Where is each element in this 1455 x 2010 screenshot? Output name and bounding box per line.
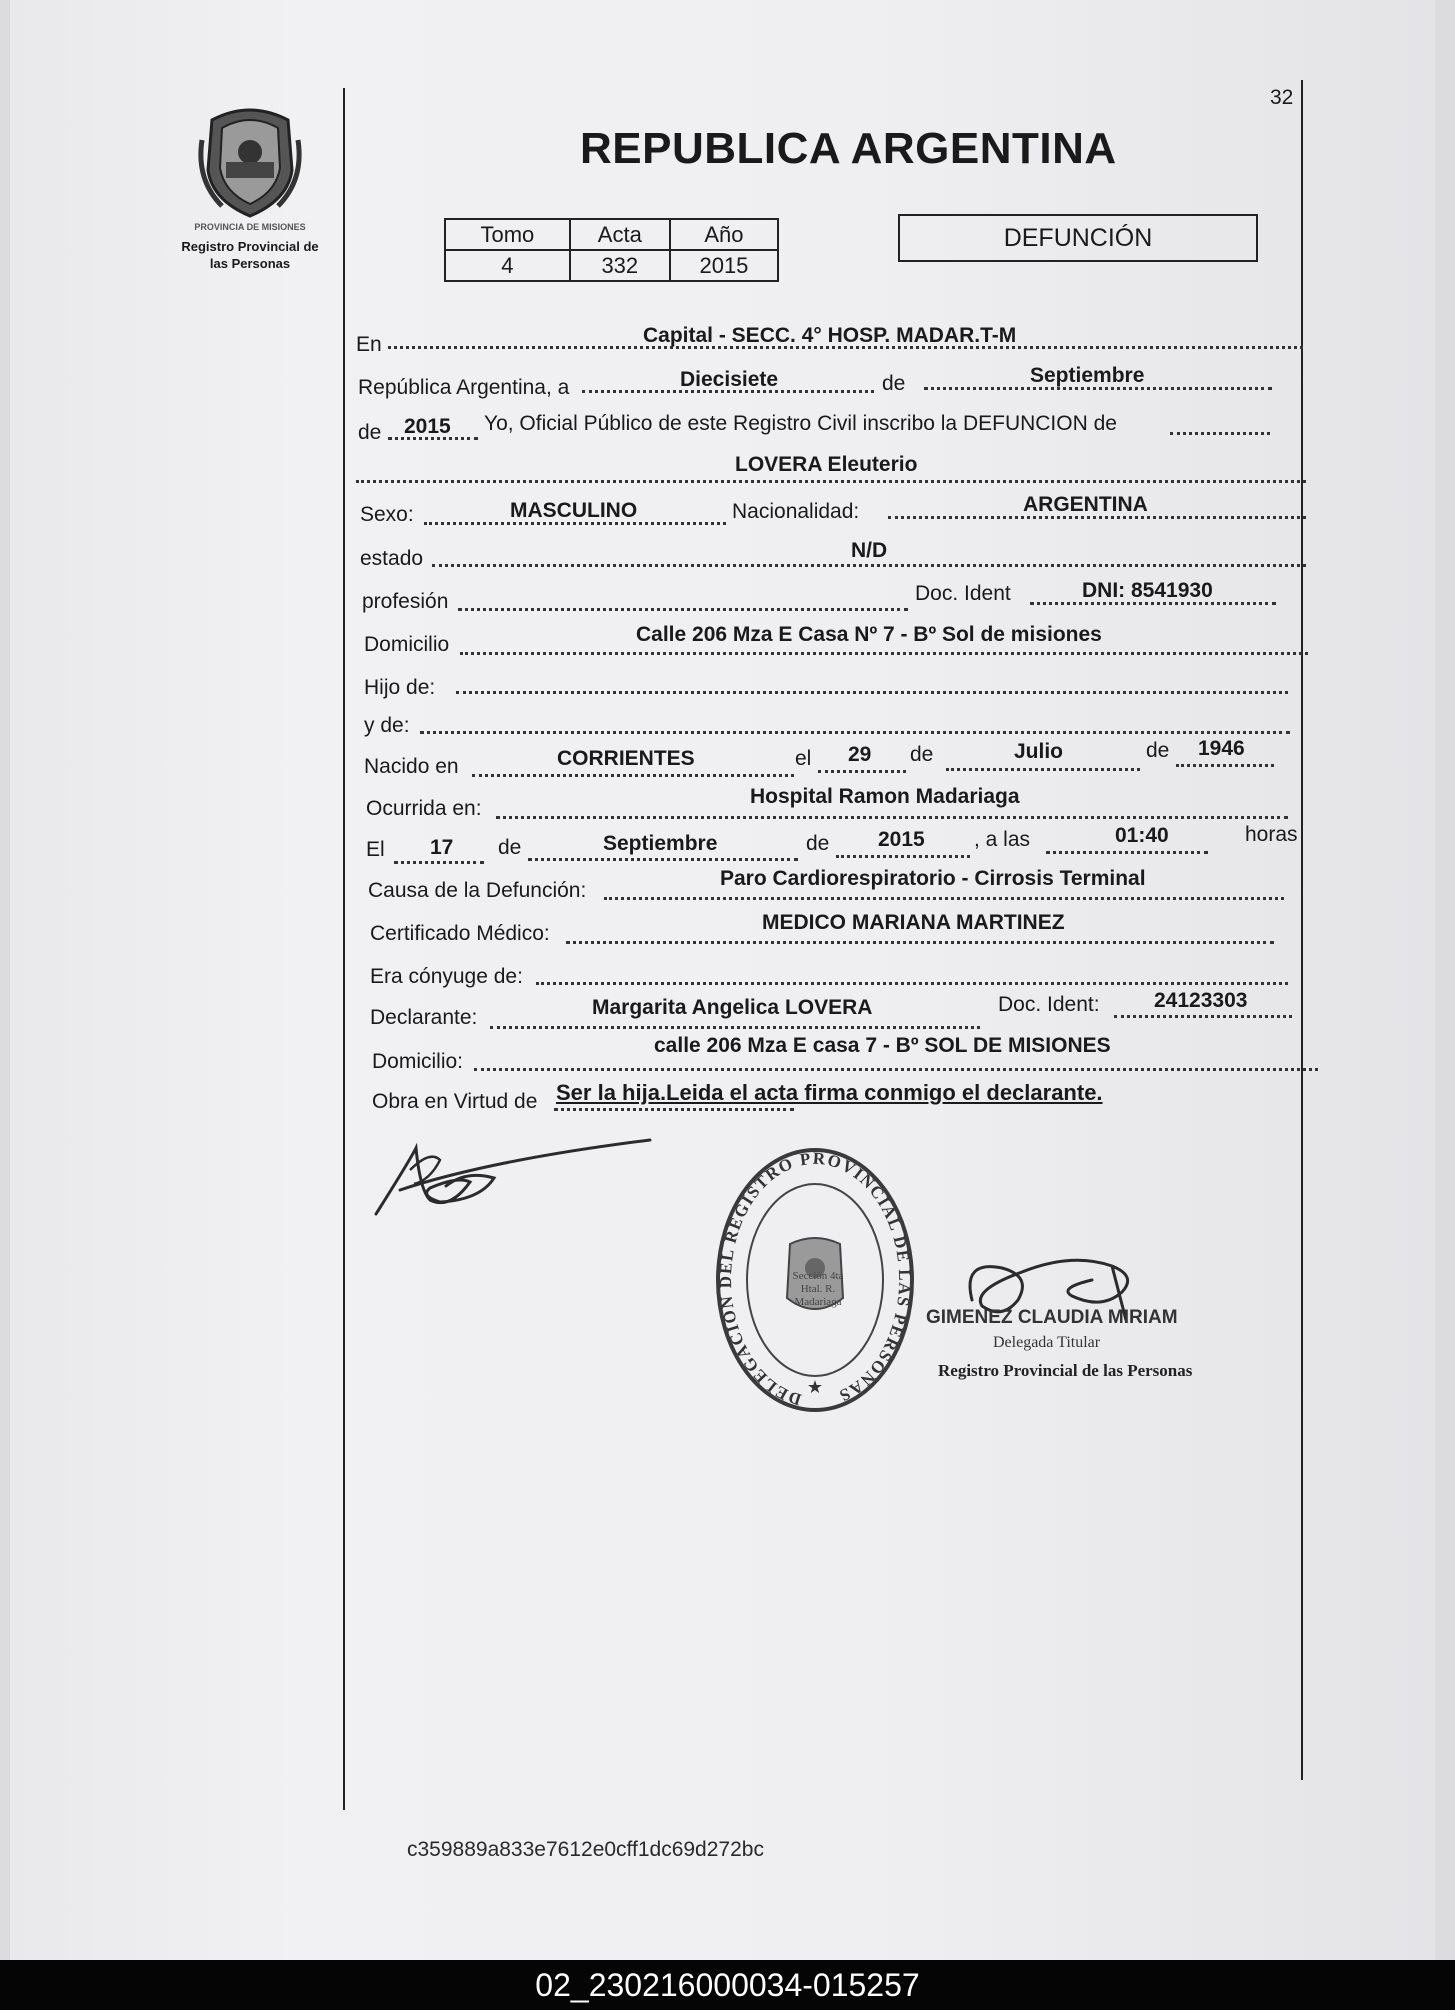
value-death-month: Septiembre	[603, 832, 718, 855]
dots-profesion	[458, 608, 908, 611]
scan-id-bar	[0, 1960, 1455, 2010]
dots-domicilio	[460, 652, 1308, 655]
value-domicilio-2: calle 206 Mza E casa 7 - Bº SOL DE MISIONES	[654, 1034, 1111, 1057]
label-a-las: , a las	[974, 828, 1031, 851]
label-el-2: El	[366, 838, 385, 861]
dots-estado	[432, 564, 1306, 567]
label-de-6: de	[806, 832, 830, 855]
dots-causa	[604, 897, 1284, 900]
record-type-box: DEFUNCIÓN	[898, 214, 1258, 262]
label-domicilio-2: Domicilio:	[372, 1050, 464, 1073]
dots-death-month	[528, 858, 798, 861]
value-doc-ident: DNI: 8541930	[1082, 579, 1213, 602]
value-birth-year: 1946	[1198, 737, 1245, 760]
declarant-signature	[370, 1130, 660, 1220]
label-el: el	[795, 747, 812, 770]
label-horas: horas	[1245, 823, 1298, 846]
official-name: GIMENEZ CLAUDIA MIRIAM	[926, 1307, 1178, 1328]
dots-nacido	[472, 774, 794, 777]
label-ocurrida-en: Ocurrida en:	[366, 797, 482, 820]
dots-y-de	[420, 731, 1290, 734]
left-margin-rule	[343, 88, 345, 1810]
label-de-1: de	[882, 372, 906, 395]
label-de-5: de	[498, 836, 522, 859]
agency-name-line1: Registro Provincial de	[181, 239, 319, 254]
province-emblem	[192, 100, 308, 220]
value-acta: 332	[570, 250, 670, 281]
value-obra: Ser la hija.Leida el acta firma conmigo el declarante.	[556, 1080, 1103, 1105]
value-nacionalidad: ARGENTINA	[1023, 493, 1148, 516]
value-tomo: 4	[445, 250, 570, 281]
seal-inner-text: Sección 4ta Htal. R. Madariaga	[792, 1270, 844, 1308]
label-nacido-en: Nacido en	[364, 755, 459, 778]
dots-doc-2	[1114, 1015, 1292, 1018]
page-number: 32	[1270, 86, 1294, 109]
value-deceased-name: LOVERA Eleuterio	[735, 453, 918, 476]
label-profesion: profesión	[362, 590, 449, 613]
record-number-table	[444, 218, 779, 282]
label-declarante: Declarante:	[370, 1006, 478, 1029]
value-doc-ident-2: 24123303	[1154, 989, 1248, 1012]
dots-domicilio-2	[474, 1068, 1318, 1071]
right-margin-rule	[1301, 80, 1303, 1780]
label-causa: Causa de la Defunción:	[368, 879, 587, 902]
dots-death-year	[836, 855, 970, 858]
dots-death-day	[394, 861, 484, 864]
dots-conyuge	[536, 982, 1288, 985]
label-de-2: de	[358, 421, 382, 444]
label-de-3: de	[910, 743, 934, 766]
dots-birth-month	[946, 768, 1140, 771]
registration-statement: Yo, Oficial Público de este Registro Civil inscribo la DEFUNCION de	[484, 412, 1117, 435]
value-birth-month: Julio	[1014, 740, 1064, 763]
dots-certificado	[566, 941, 1274, 944]
label-doc-ident: Doc. Ident	[915, 582, 1011, 605]
value-declarante: Margarita Angelica LOVERA	[592, 996, 873, 1019]
certificate-page	[10, 0, 1435, 1960]
value-month: Septiembre	[1030, 364, 1145, 387]
dots-declarante	[490, 1026, 980, 1029]
label-en: En	[356, 333, 382, 356]
value-anio: 2015	[670, 250, 778, 281]
value-ocurrida-en: Hospital Ramon Madariaga	[750, 785, 1020, 808]
value-domicilio: Calle 206 Mza E Casa Nº 7 - Bº Sol de misiones	[636, 623, 1102, 646]
svg-text:★: ★	[806, 1377, 824, 1397]
dots-birth-year	[1176, 764, 1274, 767]
label-estado: estado	[360, 547, 424, 570]
value-birthplace: CORRIENTES	[557, 747, 695, 770]
agency-name-line2: las Personas	[209, 256, 291, 271]
value-certificado: MEDICO MARIANA MARTINEZ	[762, 911, 1065, 934]
official-organization: Registro Provincial de las Personas	[938, 1361, 1193, 1380]
header-acta: Acta	[570, 219, 670, 250]
label-nacionalidad: Nacionalidad:	[732, 500, 860, 523]
header-anio: Año	[670, 219, 778, 250]
label-domicilio: Domicilio	[364, 633, 450, 656]
value-year: 2015	[404, 415, 451, 438]
label-hijo-de: Hijo de:	[364, 676, 436, 699]
value-place: Capital - SECC. 4° HOSP. MADAR.T-M	[643, 324, 1017, 347]
value-death-year: 2015	[878, 828, 925, 851]
label-doc-ident-2: Doc. Ident:	[998, 993, 1100, 1016]
value-causa: Paro Cardiorespiratorio - Cirrosis Terminal	[720, 867, 1146, 890]
dots-after-statement	[1170, 432, 1270, 435]
label-republica: República Argentina, a	[358, 376, 570, 399]
dots-obra	[554, 1108, 794, 1111]
value-death-day: 17	[430, 836, 454, 859]
label-certificado: Certificado Médico:	[370, 922, 550, 945]
dots-hijo	[456, 691, 1288, 694]
value-birth-day: 29	[848, 743, 872, 766]
value-sexo: MASCULINO	[510, 499, 638, 522]
dots-ocurrida	[496, 816, 1288, 819]
value-death-time: 01:40	[1115, 824, 1169, 847]
official-role: Delegada Titular	[993, 1334, 1101, 1351]
label-conyuge: Era cónyuge de:	[370, 965, 523, 988]
label-sexo: Sexo:	[360, 503, 414, 526]
document-hash: c359889a833e7612e0cff1dc69d272bc	[407, 1838, 764, 1861]
svg-text:DELEGACION DEL REGISTRO PROVIN: DELEGACION DEL REGISTRO PROVINCIAL DE LAS PERSONAS	[715, 1148, 915, 1410]
emblem-caption: PROVINCIA DE MISIONES	[194, 222, 306, 232]
label-obra: Obra en Virtud de	[372, 1090, 538, 1113]
document-title: REPUBLICA ARGENTINA	[580, 124, 1117, 173]
label-y-de: y de:	[364, 714, 410, 737]
scan-id: 02_230216000034-015257	[535, 1967, 920, 2003]
header-tomo: Tomo	[445, 219, 570, 250]
dots-birth-day	[818, 770, 906, 773]
label-de-4: de	[1146, 739, 1170, 762]
value-day: Diecisiete	[680, 368, 779, 391]
value-estado: N/D	[851, 539, 888, 562]
dots-name	[356, 480, 1306, 483]
dots-death-time	[1046, 851, 1208, 854]
